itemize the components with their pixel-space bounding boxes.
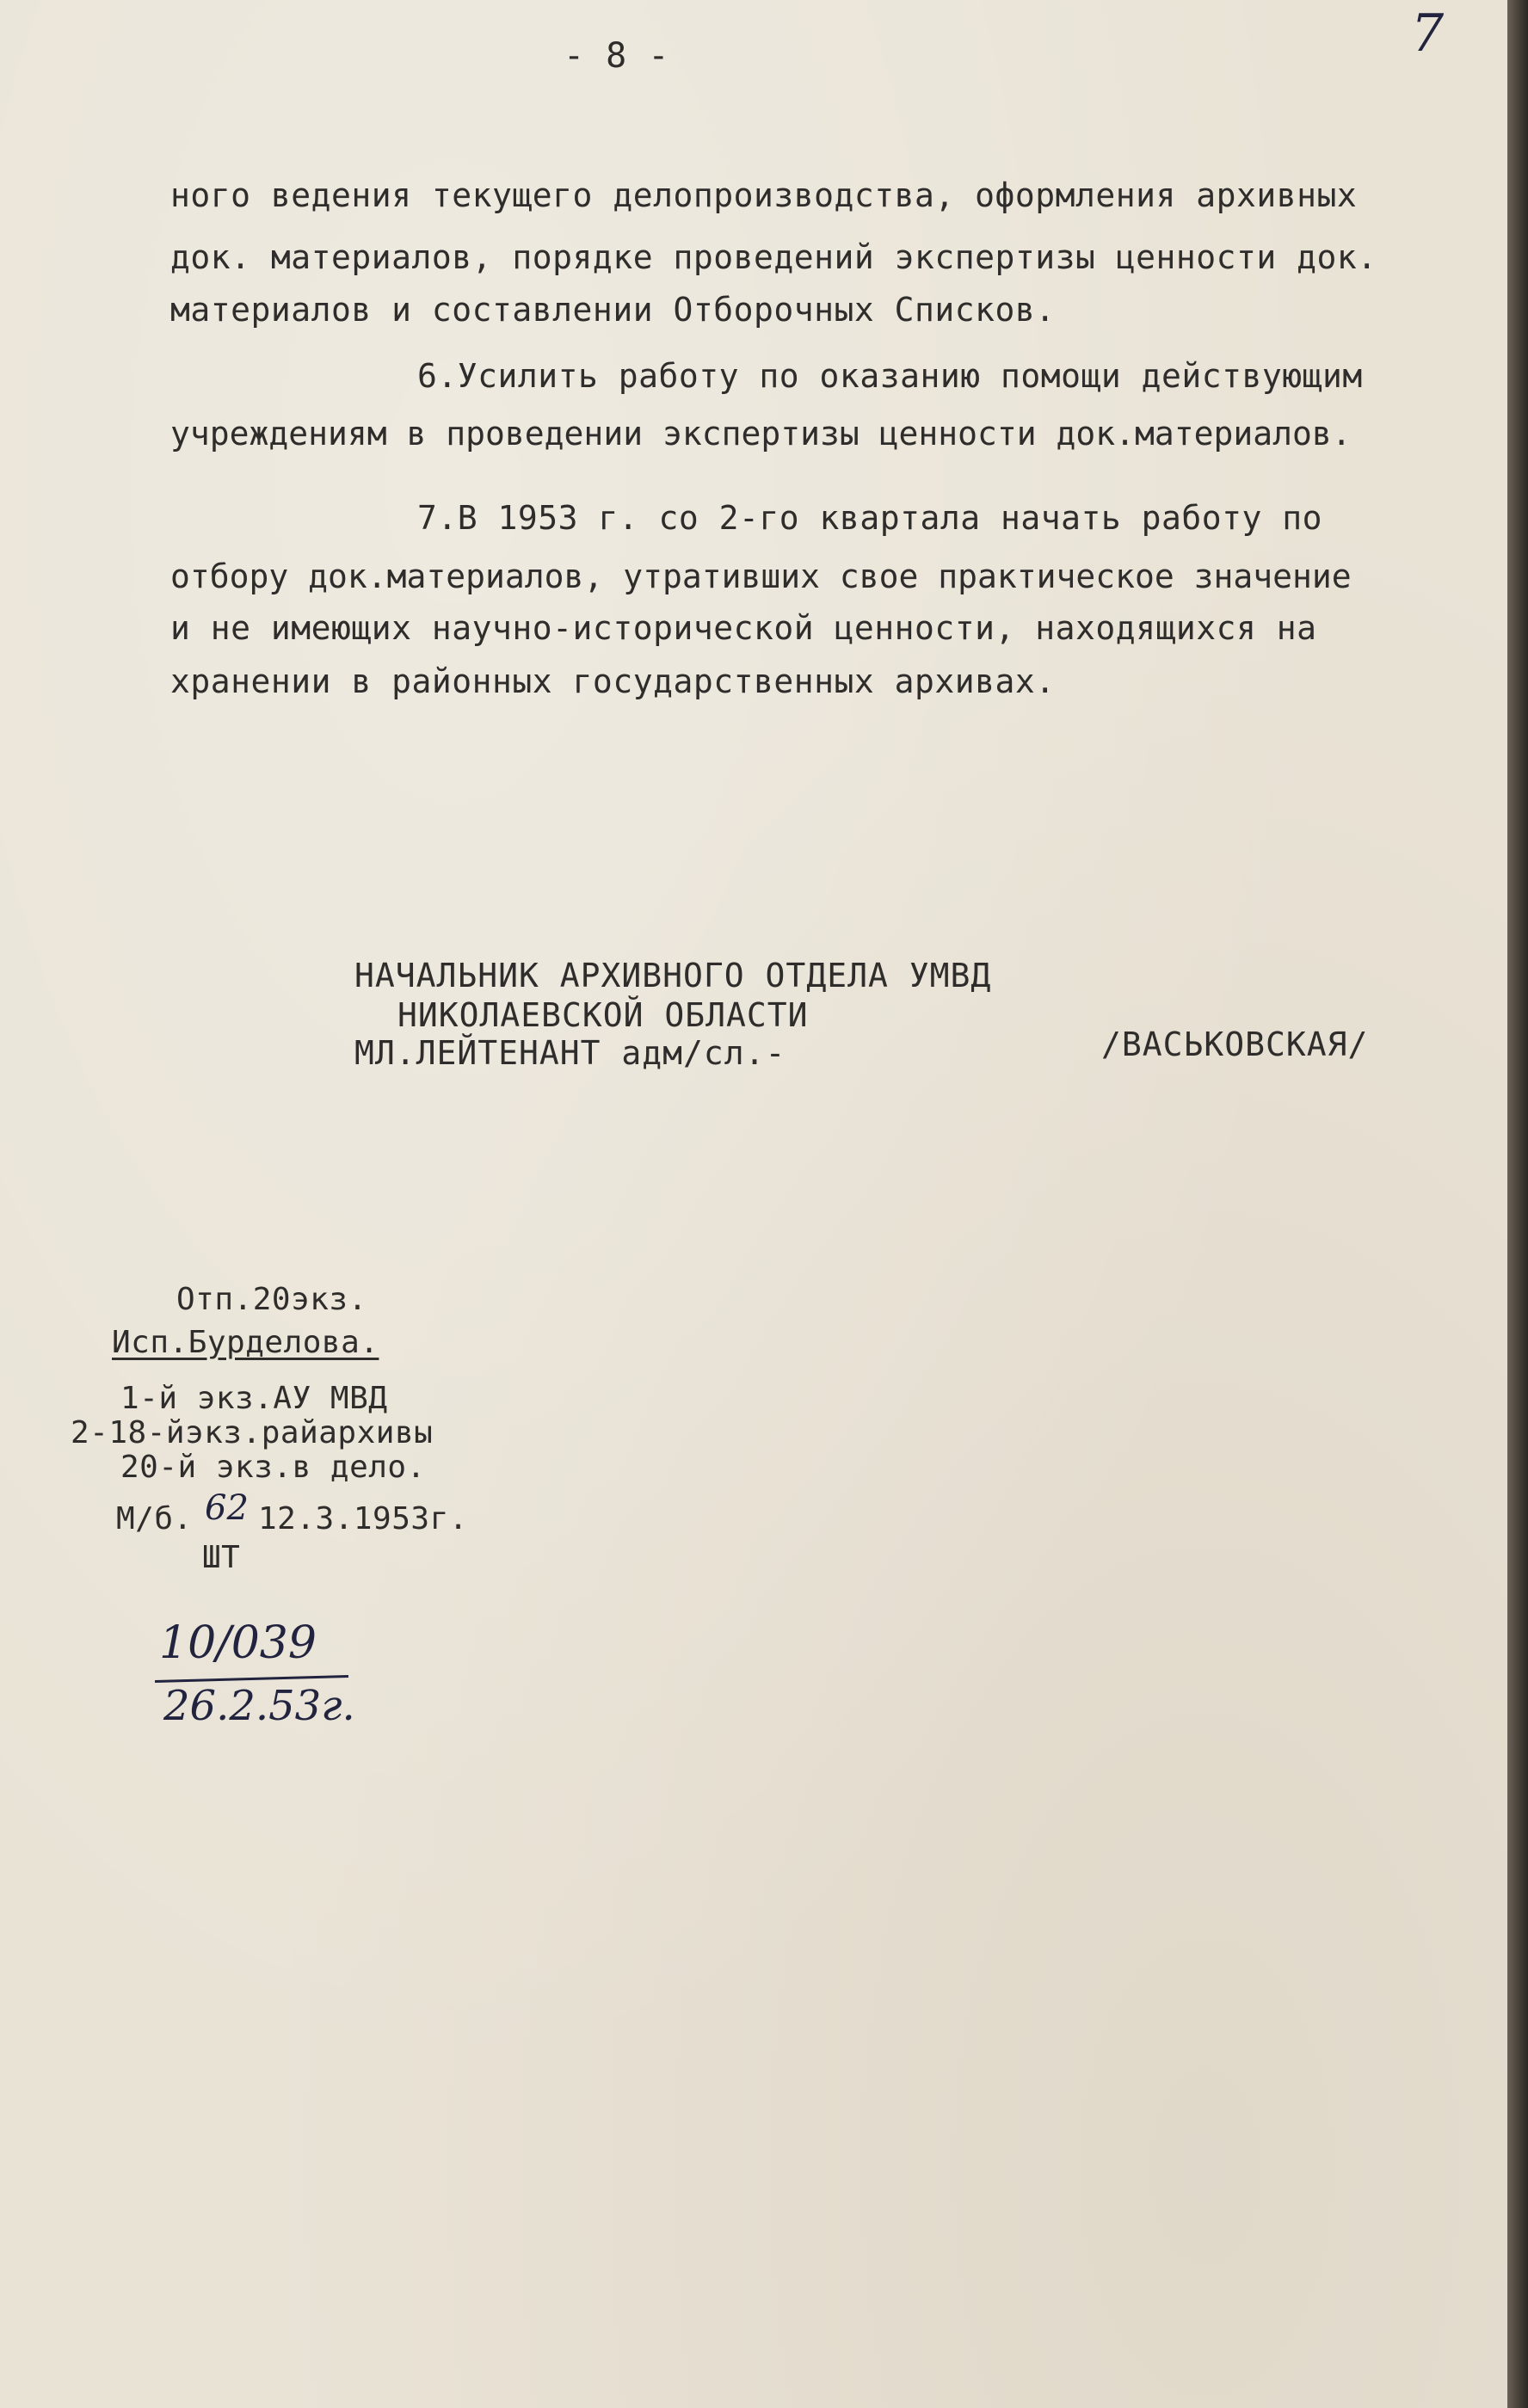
distribution-item: 2-18-йэкз.райархивы [71, 1415, 434, 1450]
print-number-handwritten: 62 [205, 1488, 249, 1528]
registration-date: 26.2.53г. [163, 1682, 355, 1730]
signature-name: /ВАСЬКОВСКАЯ/ [1101, 1025, 1369, 1063]
print-prefix: М/б. [116, 1501, 193, 1537]
signature-region: НИКОЛАЕВСКОЙ ОБЛАСТИ [397, 996, 809, 1034]
print-date: 12.3.1953г. [258, 1501, 468, 1537]
page-number-handwritten: 7 [1411, 3, 1445, 64]
body-line: и не имеющих научно-исторической ценности, находящихся на [170, 609, 1317, 647]
typist-initials: ШТ [202, 1540, 241, 1575]
body-line: ного ведения текущего делопроизводства, оформления архивных [170, 176, 1358, 214]
body-line: хранении в районных государственных архивах. [170, 662, 1056, 700]
copies-count: Отп.20экз. [176, 1282, 367, 1317]
signature-rank: МЛ.ЛЕЙТЕНАНТ адм/сл.- [354, 1034, 786, 1072]
executor: Исп.Бурделова. [112, 1325, 379, 1360]
page-number-typed: - 8 - [564, 36, 669, 76]
distribution-item: 1-й экз.АУ МВД [120, 1381, 388, 1416]
registration-number: 10/039 [159, 1617, 317, 1669]
page-edge-shadow [1507, 0, 1528, 2408]
signature-title: НАЧАЛЬНИК АРХИВНОГО ОТДЕЛА УМВД [354, 957, 992, 995]
body-line: док. материалов, порядке проведений экспертизы ценности док. [170, 238, 1377, 276]
body-line: 6.Усилить работу по оказанию помощи действующим [417, 357, 1363, 395]
body-line: учреждениям в проведении экспертизы ценности док.материалов. [170, 415, 1352, 453]
distribution-item: 20-й экз.в дело. [120, 1450, 426, 1485]
body-line: отбору док.материалов, утративших свое практическое значение [170, 557, 1352, 595]
body-line: материалов и составлении Отборочных Списков. [170, 291, 1056, 329]
body-line: 7.В 1953 г. со 2-го квартала начать работу по [417, 499, 1323, 537]
